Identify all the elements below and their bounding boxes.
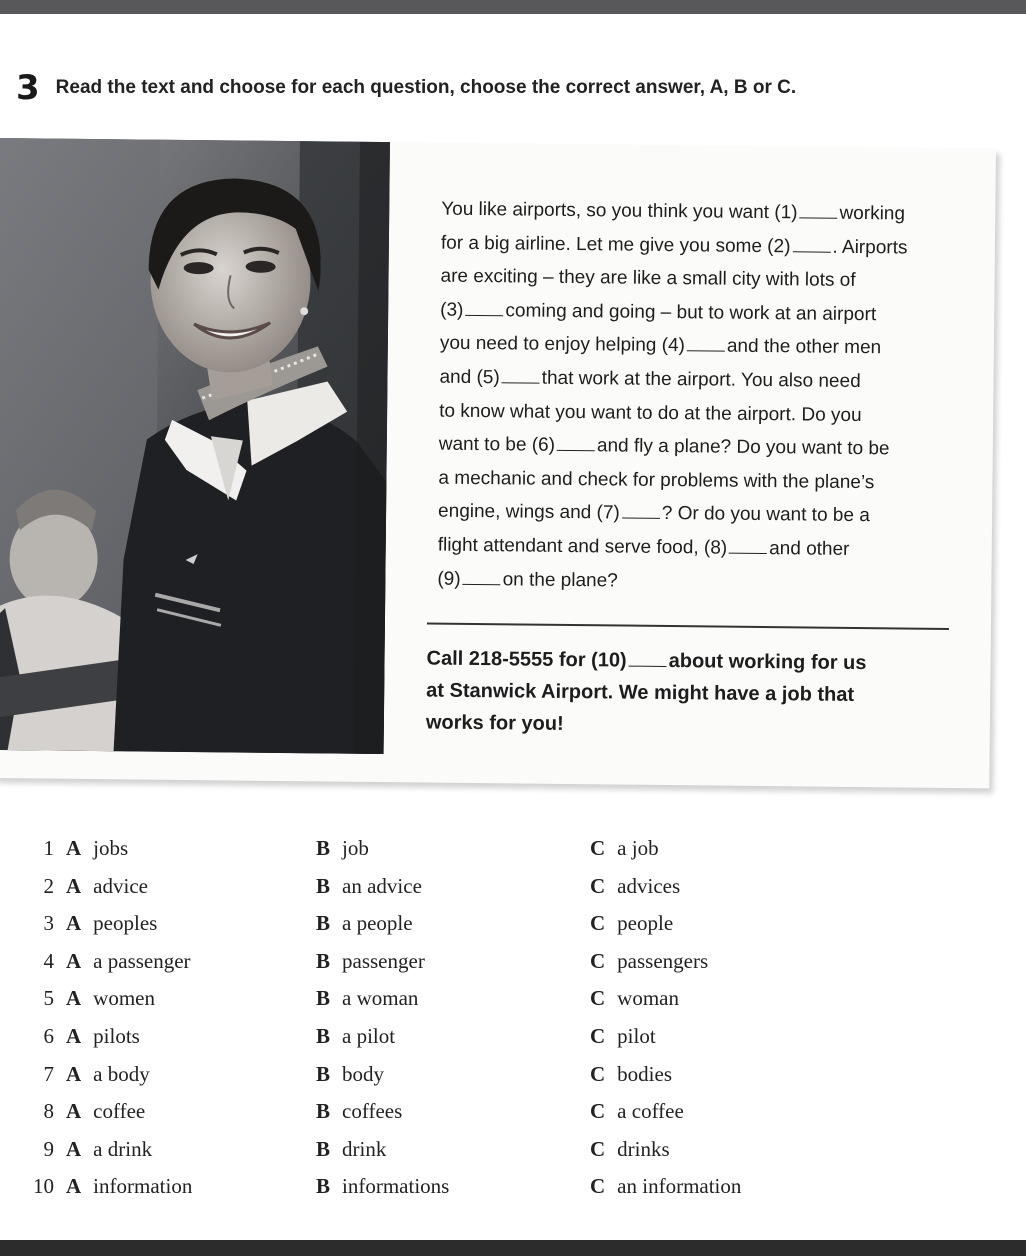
option-c[interactable] xyxy=(590,949,708,974)
passage-text: a mechanic and check for problems with the plane’s xyxy=(438,467,875,493)
option-text: pilot xyxy=(617,1023,656,1048)
passage-text: you need to enjoy helping (4) xyxy=(439,332,686,357)
option-letter: B xyxy=(316,1136,331,1161)
option-b[interactable] xyxy=(316,1174,449,1199)
passage-text: and the other men xyxy=(726,335,882,359)
option-c[interactable] xyxy=(590,1137,670,1162)
option-letter: C xyxy=(590,1174,606,1199)
option-text: bodies xyxy=(617,1061,672,1086)
passage-text: that work at the airport. You also need xyxy=(541,367,861,392)
question-number: 3 xyxy=(43,911,54,936)
gap-blank xyxy=(729,537,767,554)
option-text: a people xyxy=(342,911,413,936)
option-c[interactable] xyxy=(590,836,659,861)
scan-top-edge xyxy=(0,0,1026,14)
callout-line xyxy=(426,706,966,744)
option-text: a woman xyxy=(342,986,419,1011)
option-text: drinks xyxy=(617,1136,670,1161)
passage-line xyxy=(441,193,971,232)
question-row xyxy=(0,949,1026,987)
question-number: 9 xyxy=(43,1136,54,1161)
option-b[interactable] xyxy=(316,949,425,974)
option-text: a coffee xyxy=(617,1099,684,1124)
option-text: advice xyxy=(93,873,148,898)
option-letter: B xyxy=(316,1023,331,1048)
question-row xyxy=(0,1062,1026,1100)
gap-blank xyxy=(687,335,725,352)
option-b[interactable] xyxy=(316,1137,386,1162)
option-letter: A xyxy=(66,986,82,1011)
question-row xyxy=(0,836,1026,874)
question-number: 5 xyxy=(43,986,54,1011)
passage-text: coming and going – but to work at an airport xyxy=(505,300,877,325)
question-list xyxy=(0,836,1026,1212)
gap-blank xyxy=(792,235,830,252)
question-row xyxy=(0,1099,1026,1137)
option-b[interactable] xyxy=(316,911,413,936)
passage-line xyxy=(440,327,970,366)
option-c[interactable] xyxy=(590,874,680,899)
passage-text: are exciting – they are like a small city with lots of xyxy=(440,265,856,292)
option-text: an information xyxy=(617,1174,742,1199)
gap-blank xyxy=(463,567,501,584)
question-row xyxy=(0,1137,1026,1175)
gap-blank xyxy=(629,650,667,667)
question-row xyxy=(0,1174,1026,1212)
option-text: body xyxy=(342,1061,385,1086)
passage-text: and other xyxy=(769,538,850,560)
option-letter: C xyxy=(590,1061,606,1086)
option-letter: C xyxy=(590,1023,606,1048)
option-text: a pilot xyxy=(342,1023,396,1048)
option-letter: A xyxy=(66,873,82,898)
option-letter: C xyxy=(590,1136,606,1161)
option-text: pilots xyxy=(93,1023,140,1048)
passage-line xyxy=(438,461,968,500)
passage-line xyxy=(441,226,971,265)
option-letter: C xyxy=(590,986,606,1011)
option-text: job xyxy=(342,836,369,860)
option-a[interactable] xyxy=(66,1137,152,1162)
option-a[interactable] xyxy=(66,1024,140,1049)
option-text: a job xyxy=(617,836,659,860)
question-number: 10 xyxy=(33,1174,54,1199)
option-c[interactable] xyxy=(590,1174,741,1199)
option-c[interactable] xyxy=(590,986,679,1011)
gap-blank xyxy=(465,299,503,316)
option-b[interactable] xyxy=(316,836,369,861)
gap-blank xyxy=(799,201,837,218)
option-letter: C xyxy=(590,948,606,973)
question-number: 6 xyxy=(43,1023,54,1048)
divider-rule xyxy=(427,622,949,629)
option-text: information xyxy=(93,1174,193,1199)
passage-line xyxy=(439,428,969,467)
passage-text: flight attendant and serve food, (8) xyxy=(437,534,728,559)
passage-text: ? Or do you want to be a xyxy=(661,503,870,527)
option-letter: B xyxy=(316,948,331,973)
option-b[interactable] xyxy=(316,1024,395,1049)
question-row xyxy=(0,1024,1026,1062)
question-row xyxy=(0,986,1026,1024)
callout-text: Call 218-5555 for (10) xyxy=(426,647,627,672)
option-text: passenger xyxy=(342,948,425,973)
option-letter: C xyxy=(590,911,606,936)
option-text: people xyxy=(617,911,674,936)
callout-text: at Stanwick Airport. We might have a job that xyxy=(426,679,855,706)
passage-line xyxy=(438,495,968,534)
option-c[interactable] xyxy=(590,911,673,936)
option-c[interactable] xyxy=(590,1062,672,1087)
callout-text: works for you! xyxy=(425,711,564,735)
passage-text: on the plane? xyxy=(502,568,618,592)
option-letter: B xyxy=(316,873,331,898)
question-row xyxy=(0,874,1026,912)
option-a[interactable] xyxy=(66,1099,145,1124)
flight-attendant-illustration xyxy=(0,138,390,754)
passage-line xyxy=(440,293,970,332)
option-text: a drink xyxy=(93,1136,153,1161)
gap-blank xyxy=(622,502,660,519)
passage-text: working xyxy=(839,202,906,225)
gap-blank xyxy=(502,366,540,383)
passage-text: . Airports xyxy=(832,236,908,259)
passage-text: (9) xyxy=(437,568,461,590)
option-b[interactable] xyxy=(316,1062,384,1087)
option-text: woman xyxy=(617,986,679,1011)
passage-line xyxy=(440,260,970,299)
option-a[interactable] xyxy=(66,836,128,861)
option-text: jobs xyxy=(93,836,129,860)
exercise-header xyxy=(16,70,796,106)
flight-attendant-photo xyxy=(0,138,390,754)
passage-line xyxy=(439,394,969,433)
gap-blank xyxy=(557,434,595,451)
question-number: 1 xyxy=(43,836,54,860)
option-letter: B xyxy=(316,1174,331,1199)
passage-text: and fly a plane? Do you want to be xyxy=(596,435,890,460)
option-a[interactable] xyxy=(66,986,155,1011)
option-letter: A xyxy=(66,1023,82,1048)
reading-card xyxy=(0,138,996,788)
option-a[interactable] xyxy=(66,911,157,936)
option-a[interactable] xyxy=(66,1062,150,1087)
option-letter: A xyxy=(66,1136,82,1161)
option-text: a passenger xyxy=(93,948,191,973)
option-letter: C xyxy=(590,1099,606,1124)
passage-text: (3) xyxy=(440,299,464,321)
option-text: coffees xyxy=(342,1099,403,1124)
option-letter: B xyxy=(316,1061,331,1086)
question-number: 4 xyxy=(43,948,54,973)
passage-text: and (5) xyxy=(439,366,500,389)
exercise-number: 3 xyxy=(16,68,40,108)
callout-text: about working for us xyxy=(668,650,867,675)
option-text: passengers xyxy=(617,948,709,973)
option-letter: B xyxy=(316,836,331,860)
option-letter: C xyxy=(590,836,606,860)
passage-text: for a big airline. Let me give you some (2) xyxy=(440,232,791,257)
option-letter: B xyxy=(316,1099,331,1124)
question-number: 7 xyxy=(43,1061,54,1086)
option-text: coffee xyxy=(93,1099,146,1124)
option-c[interactable] xyxy=(590,1024,656,1049)
passage-text: engine, wings and (7) xyxy=(438,500,620,524)
option-text: a body xyxy=(93,1061,150,1086)
passage-text: to know what you want to do at the airport. Do you xyxy=(439,400,862,426)
option-letter: C xyxy=(590,873,606,898)
passage-text: want to be (6) xyxy=(438,433,556,456)
passage-line xyxy=(438,529,968,568)
option-letter: A xyxy=(66,911,82,936)
option-text: peoples xyxy=(93,911,158,936)
option-letter: A xyxy=(66,1174,82,1199)
question-number: 8 xyxy=(43,1099,54,1124)
reading-passage xyxy=(437,193,971,602)
option-letter: A xyxy=(66,1099,82,1124)
option-letter: A xyxy=(66,836,82,860)
option-text: drink xyxy=(342,1136,387,1161)
option-b[interactable] xyxy=(316,986,418,1011)
passage-line xyxy=(437,562,967,601)
option-a[interactable] xyxy=(66,1174,192,1199)
option-c[interactable] xyxy=(590,1099,684,1124)
option-text: informations xyxy=(342,1174,450,1199)
option-letter: B xyxy=(316,986,331,1011)
exercise-instruction: Read the text and choose for each question, choose the correct answer, A, B or C. xyxy=(55,77,797,98)
option-letter: B xyxy=(316,911,331,936)
passage-text: You like airports, so you think you want (1) xyxy=(441,198,798,224)
option-text: an advice xyxy=(342,873,422,898)
question-number: 2 xyxy=(43,873,54,898)
option-text: advices xyxy=(617,873,681,898)
option-letter: A xyxy=(66,1061,82,1086)
option-a[interactable] xyxy=(66,949,191,974)
option-a[interactable] xyxy=(66,874,148,899)
scan-bottom-edge xyxy=(0,1240,1026,1256)
option-b[interactable] xyxy=(316,1099,402,1124)
advert-callout xyxy=(426,642,967,744)
question-row xyxy=(0,911,1026,949)
option-text: women xyxy=(93,986,155,1011)
option-letter: A xyxy=(66,948,82,973)
passage-line xyxy=(439,361,969,400)
option-b[interactable] xyxy=(316,874,422,899)
